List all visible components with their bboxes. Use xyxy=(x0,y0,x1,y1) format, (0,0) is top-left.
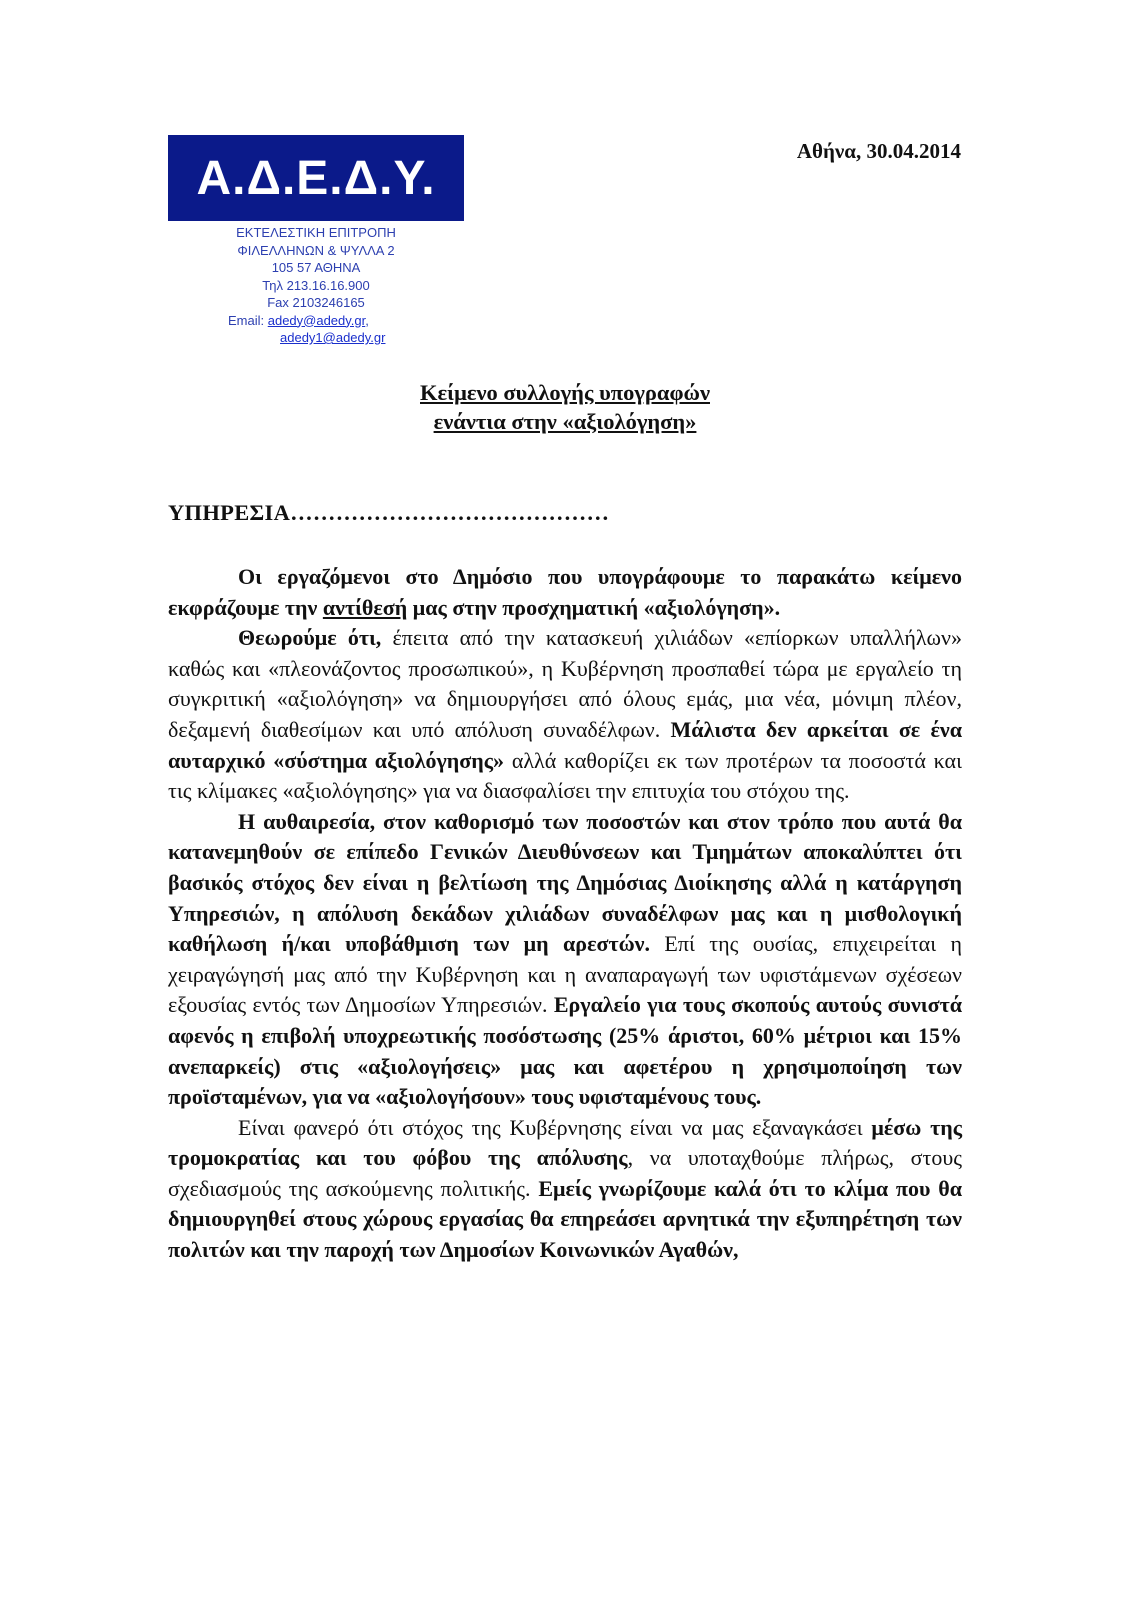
document-date: Αθήνα, 30.04.2014 xyxy=(796,139,961,163)
text-run: Επί της ουσίας, επιχειρείται η χειραγώγησή μας από την Κυβέρνηση και η αναπαραγωγή των υφιστάμενων σχέσεων εξουσίας εντός των Δημοσίων Υπηρεσιών. xyxy=(168,931,963,1018)
org-line: 105 57 ΑΘΗΝΑ xyxy=(271,260,361,275)
paragraph-4 xyxy=(168,1113,962,1266)
email-link-2[interactable]: adedy1@adedy.gr xyxy=(280,330,386,345)
title-line-1: Κείμενο συλλογής υπογραφών xyxy=(420,380,710,405)
paragraph-3 xyxy=(168,807,962,1113)
document-body xyxy=(168,562,962,1266)
text-run: μας στην προσχηματική «αξιολόγηση». xyxy=(407,594,781,620)
org-line: Τηλ 213.16.16.900 xyxy=(262,277,370,293)
text-run: Οι εργαζόμενοι στο Δημόσιο που υπογράφουμε το παρακάτω κείμενο εκφράζουμε την xyxy=(168,564,962,620)
paragraph-1 xyxy=(168,562,962,623)
org-line: ΕΚΤΕΛΕΣΤΙΚΗ ΕΠΙΤΡΟΠΗ xyxy=(236,225,396,240)
text-run-bold: Η αυθαιρεσία, στον καθορισμό των ποσοστών και στον τρόπο που αυτά θα κατανεμηθούν σε επίπεδο Γενικών Διευθύνσεων και Τμημάτων αποκαλύπτει ότι βασικός στόχος δεν είναι η βελτίωση της Δημόσιας Διοίκησης αλλά η κατάργηση Υπηρεσιών, η απόλυση δεκάδων χιλιάδων συναδέλφων μας και η μισθολογική καθήλωση ή/και υποβάθμιση των μη αρεστών. xyxy=(168,808,962,957)
email-link-1[interactable]: adedy@adedy.gr xyxy=(267,312,366,328)
text-run-bold: μέσω της τρομοκρατίας και του φόβου της απόλυσης xyxy=(168,1114,962,1171)
org-line: ΦΙΛΕΛΛΗΝΩΝ & ΨΥΛΛΑ 2 xyxy=(237,242,395,258)
text-run: , να υποταχθούμε πλήρως, στους σχεδιασμούς της ασκούμενης πολιτικής. xyxy=(168,1145,962,1201)
paragraph-2 xyxy=(168,623,962,807)
email-line-2 xyxy=(168,329,464,347)
text-run: αλλά καθορίζει εκ των προτέρων τα ποσοστά και τις κλίμακες «αξιολόγησης» για να διασφαλίσει την επιτυχία του στόχου της. xyxy=(168,747,962,804)
text-run-bold: Θεωρούμε ότι, xyxy=(238,625,382,651)
title-line-2: ενάντια στην «αξιολόγηση» xyxy=(433,409,697,434)
text-run-bold: Εργαλείο για τους σκοπούς αυτούς συνιστά αφενός η επιβολή υποχρεωτικής ποσόστωσης (25% άριστοι, 60% μέτριοι και 15% ανεπαρκείς) στις «αξιολογήσεις» μας και αφετέρου η χρησιμοποίηση των προϊσταμένων, για να «αξιολογήσουν» τους υφισταμένους τους. xyxy=(168,992,962,1110)
logo-text: Α.Δ.Ε.Δ.Υ. xyxy=(196,151,436,205)
text-run-bold: Μάλιστα δεν αρκείται σε ένα αυταρχικό «σύστημα αξιολόγησης» xyxy=(168,716,962,773)
org-line: Fax 2103246165 xyxy=(267,295,365,310)
text-run: έπειτα από την κατασκευή χιλιάδων «επίορκων υπαλλήλων» καθώς και «πλεονάζοντος προσωπικού», η Κυβέρνηση προσπαθεί τώρα με εργαλείο τη συγκριτική «αξιολόγηση» να δημιουργήσει από όλους εμάς, μια νέα, μόνιμη πλέον, δεξαμενή διαθεσίμων και υπό απόλυση συναδέλφων. xyxy=(168,625,962,742)
text-run: Είναι φανερό ότι στόχος της Κυβέρνησης είναι να μας εξαναγκάσει xyxy=(238,1114,872,1140)
organization-address xyxy=(168,224,464,347)
email-label: Email: xyxy=(228,312,268,328)
email-line xyxy=(168,312,464,330)
text-run-bold: Εμείς γνωρίζουμε καλά ότι το κλίμα που θα δημιουργηθεί στους χώρους εργασίας θα επηρεάσει αρνητικά την εξυπηρέτηση των πολιτών και την παροχή των Δημοσίων Κοινωνικών Αγαθών, xyxy=(168,1175,962,1263)
document-title xyxy=(168,378,962,436)
text-run-underlined: αντίθεσή xyxy=(322,594,408,620)
adedy-logo xyxy=(168,135,464,221)
email-separator: , xyxy=(365,312,369,328)
service-field: ΥΠΗΡΕΣΙΑ…………………………………… xyxy=(168,500,610,525)
